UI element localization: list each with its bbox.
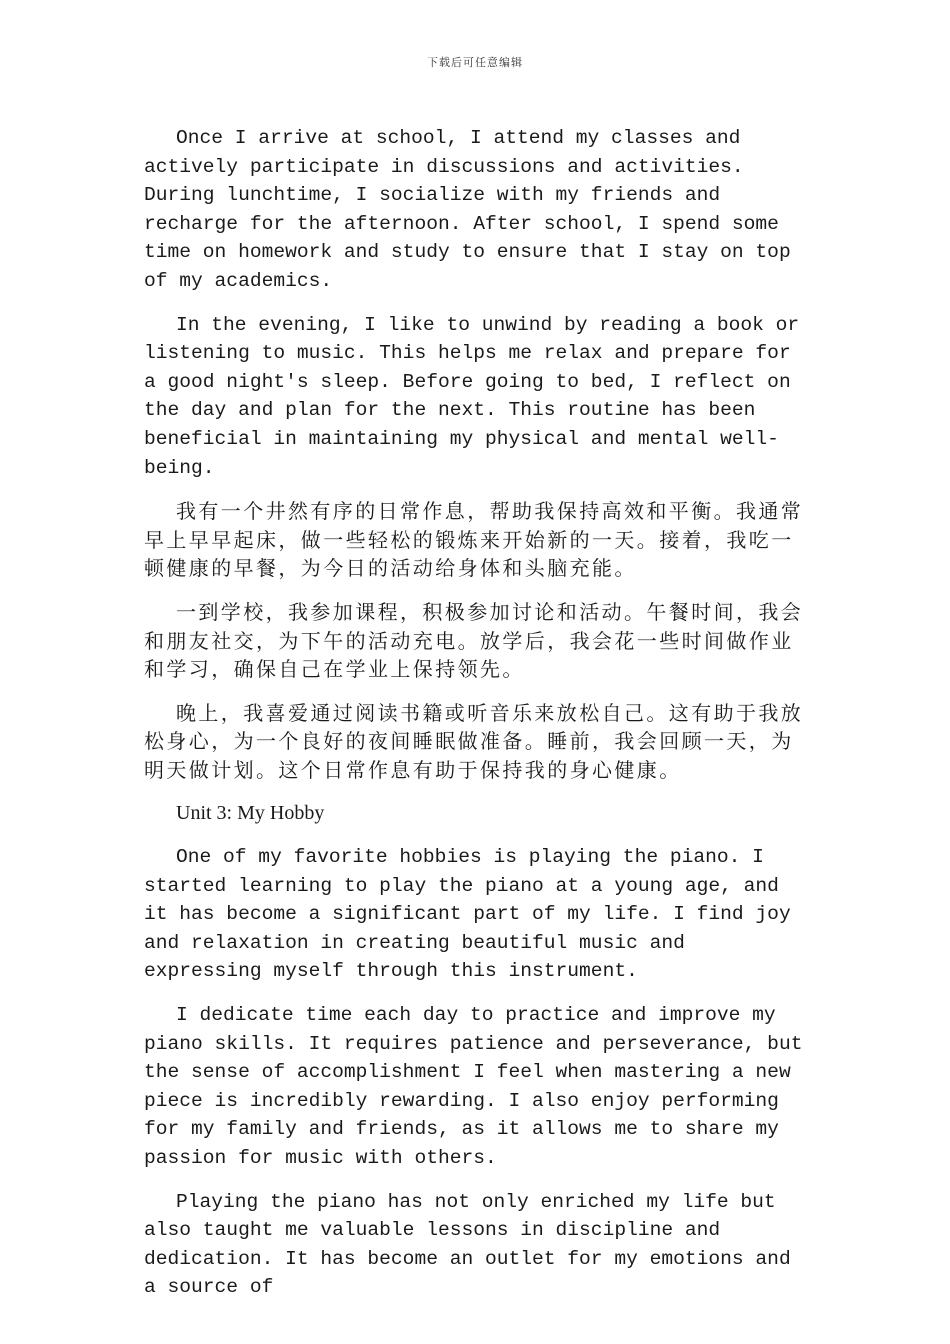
paragraph-school-day: Once I arrive at school, I attend my classes and actively participate in discussions and activities. During lunchtime, I socialize with my friends and recharge for the afternoon. After school, I spend some time on homework and study to ensure that I stay on top of my academics. [144,127,791,292]
paragraph-hobby-practice: I dedicate time each day to practice and improve my piano skills. It requires patience and perseverance, but the sense of accomplishment I feel when mastering a new piece is incredibly rewarding. I also enjoy performing for my family and friends, as it allows me to share my passion for music with others. [144,1004,803,1169]
document-body [144,124,806,1317]
paragraph-hobby-lessons: Playing the piano has not only enriched my life but also taught me valuable lessons in discipline and dedication. It has become an outlet for my emotions and a source of [144,1190,791,1299]
paragraph-evening: In the evening, I like to unwind by reading a book or listening to music. This helps me relax and prepare for a good night's sleep. Before going to bed, I reflect on the day and plan for the next. This routine has been beneficial in maintaining my physical and mental well-being. [144,313,800,479]
page-header: 下载后可任意编辑 [427,56,523,69]
section-heading-unit-3: Unit 3: My Hobby [176,802,325,825]
paragraph-evening-zh: 晚上，我喜爱通过阅读书籍或听音乐来放松自己。这有助于我放松身心，为一个良好的夜间睡眠做准备。睡前，我会回顾一天，为明天做计划。这个日常作息有助于保持我的身心健康。 [144,700,804,782]
paragraph-school-zh: 一到学校，我参加课程，积极参加讨论和活动。午餐时间，我会和朋友社交，为下午的活动充电。放学后，我会花一些时间做作业和学习，确保自己在学业上保持领先。 [144,599,804,682]
paragraph-routine-zh: 我有一个井然有序的日常作息，帮助我保持高效和平衡。我通常早上早早起床，做一些轻松的锻炼来开始新的一天。接着，我吃一顿健康的早餐，为今日的活动给身体和头脑充能。 [144,499,804,581]
paragraph-hobby-intro: One of my favorite hobbies is playing the piano. I started learning to play the piano at a young age, and it has become a significant part of my life. I find joy and relaxation in creating beautiful music and expressing myself through this instrument. [144,846,791,983]
